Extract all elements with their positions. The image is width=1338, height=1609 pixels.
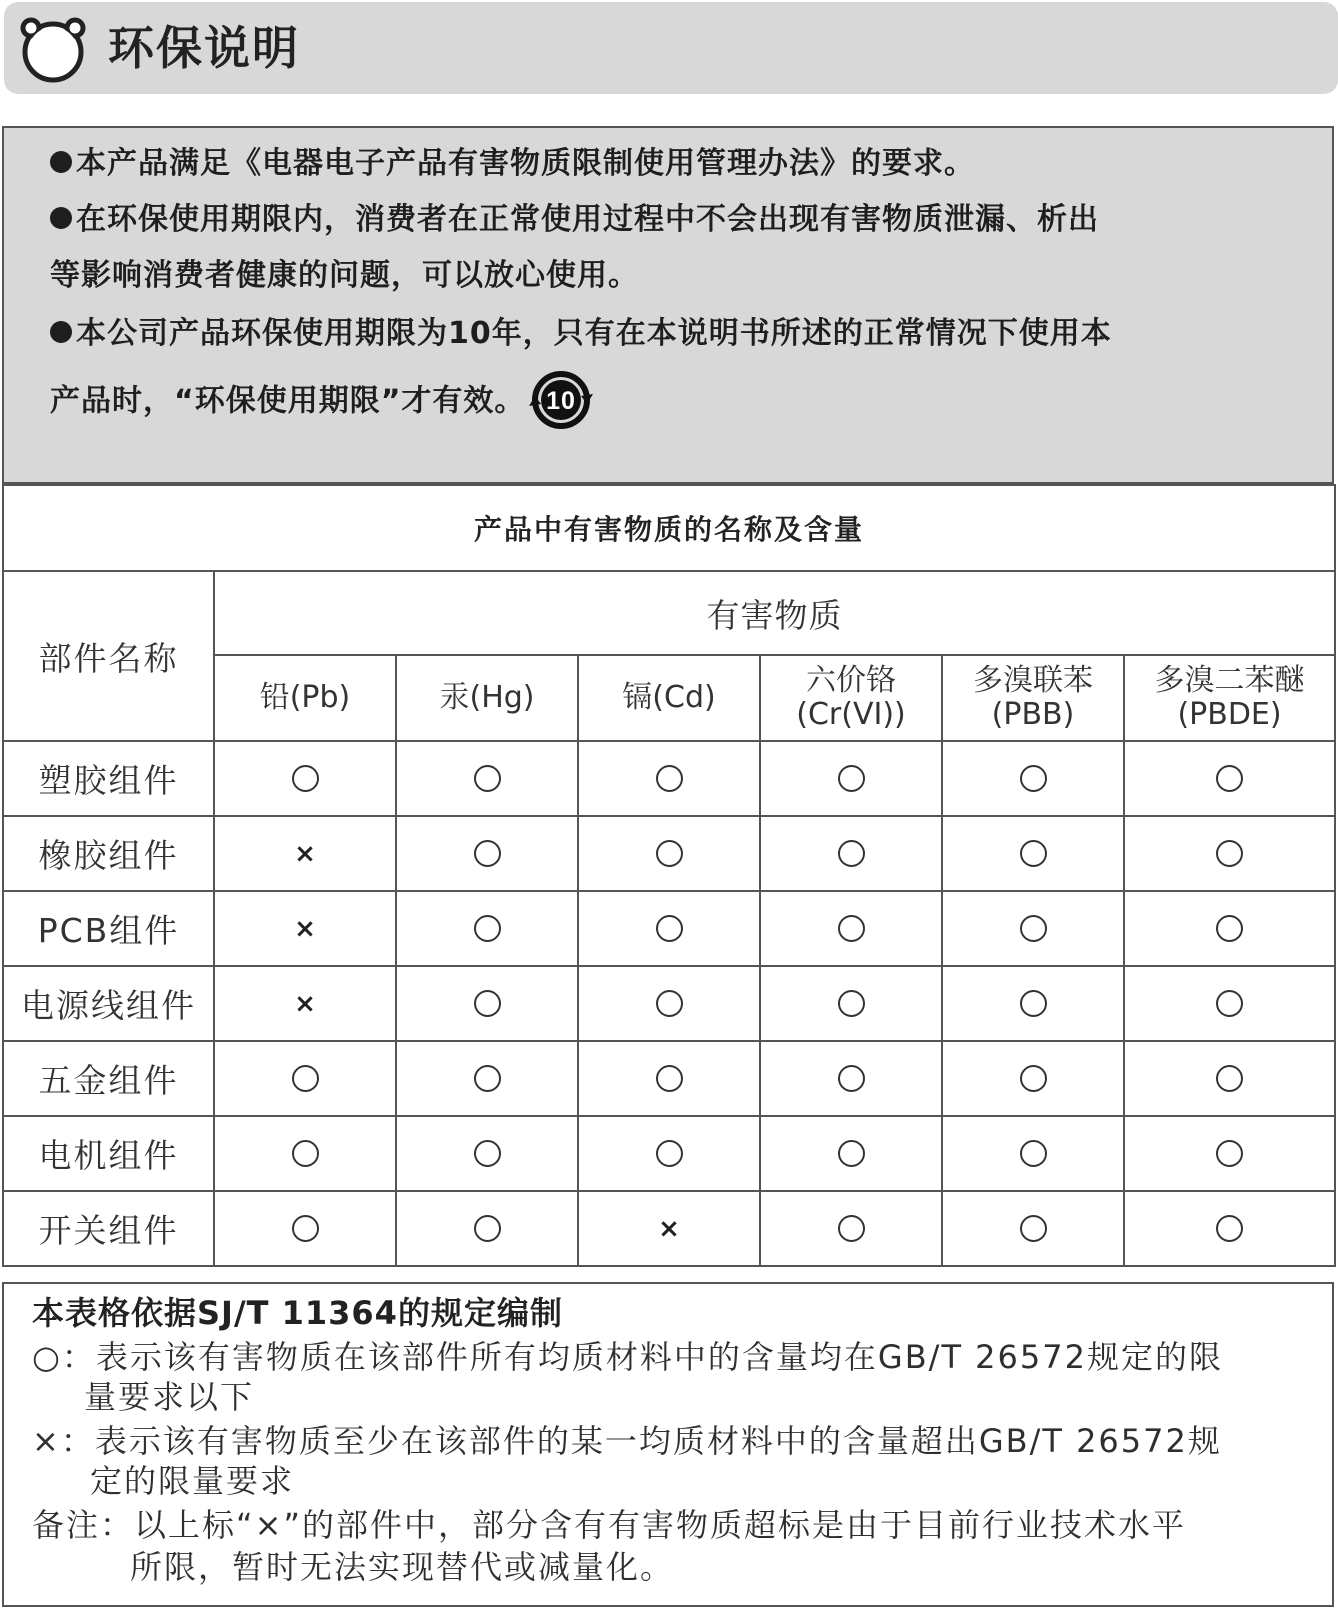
mark-cell — [942, 1191, 1124, 1266]
compliant-circle-icon — [292, 1065, 319, 1092]
mark-cell — [760, 966, 942, 1041]
mark-cell — [578, 1116, 760, 1191]
compliant-circle-icon — [1020, 1140, 1047, 1167]
part-name-cell: PCB组件 — [3, 891, 214, 966]
compliant-circle-icon — [474, 1215, 501, 1242]
note-o-line-2: 量要求以下 — [84, 1378, 255, 1416]
mark-cell — [396, 1191, 578, 1266]
notes-box — [2, 1282, 1334, 1607]
part-name-cell: 电机组件 — [3, 1116, 214, 1191]
mark-cell — [1124, 1116, 1335, 1191]
mark-cell — [214, 1191, 396, 1266]
exceeds-limit-mark: × — [294, 913, 316, 944]
compliant-circle-icon — [292, 1140, 319, 1167]
mark-cell — [1124, 966, 1335, 1041]
table-row — [3, 891, 1335, 966]
mark-cell — [214, 966, 396, 1041]
table-row — [3, 966, 1335, 1041]
hazardous-substance-header: 有害物质 — [214, 571, 1335, 655]
mark-cell — [578, 966, 760, 1041]
part-name-cell: 塑胶组件 — [3, 741, 214, 816]
note-x-line-2: 定的限量要求 — [90, 1462, 295, 1500]
mark-cell — [942, 1116, 1124, 1191]
compliant-circle-icon — [1216, 1140, 1243, 1167]
compliant-circle-icon — [656, 1065, 683, 1092]
table-row — [3, 741, 1335, 816]
compliant-circle-icon — [656, 1140, 683, 1167]
info-line-2: 在环保使用期限内，消费者在正常使用过程中不会出现有害物质泄漏、析出 — [50, 200, 1099, 240]
substance-symbol: (Cr(VI)) — [796, 697, 906, 732]
mark-cell — [214, 816, 396, 891]
mark-cell — [760, 1191, 942, 1266]
part-name-cell: 五金组件 — [3, 1041, 214, 1116]
compliant-circle-icon — [474, 840, 501, 867]
compliant-circle-icon — [292, 1215, 319, 1242]
mark-cell — [942, 966, 1124, 1041]
mark-cell — [942, 741, 1124, 816]
compliant-circle-icon — [1216, 1215, 1243, 1242]
mark-cell — [214, 1041, 396, 1116]
substance-name: 镉(Cd) — [622, 680, 716, 715]
mark-cell — [396, 966, 578, 1041]
compliant-circle-icon — [1216, 765, 1243, 792]
compliant-circle-icon — [838, 840, 865, 867]
compliant-circle-icon — [474, 1140, 501, 1167]
mark-cell — [396, 816, 578, 891]
compliant-circle-icon — [838, 1215, 865, 1242]
compliant-circle-icon — [474, 765, 501, 792]
compliant-circle-icon — [838, 765, 865, 792]
info-line-5: 产品时，“环保使用期限”才有效。 10 — [50, 368, 595, 436]
compliant-circle-icon — [474, 915, 501, 942]
info-line-3: 等影响消费者健康的问题，可以放心使用。 — [50, 258, 639, 293]
compliant-circle-icon — [656, 840, 683, 867]
environmental-protection-use-period-10-icon — [527, 366, 595, 434]
note-x-line-1: ×：表示该有害物质至少在该部件的某一均质材料中的含量超出GB/T 26572规 — [32, 1422, 1222, 1460]
mark-cell — [942, 891, 1124, 966]
compliant-circle-icon — [1020, 1065, 1047, 1092]
mark-cell — [396, 1116, 578, 1191]
compliant-circle-icon — [656, 915, 683, 942]
compliant-circle-icon — [474, 990, 501, 1017]
part-name-header: 部件名称 — [3, 571, 214, 741]
substance-name: 多溴联苯 — [973, 663, 1093, 698]
mark-cell — [760, 741, 942, 816]
remark-line-2: 所限，暂时无法实现替代或减量化。 — [130, 1548, 675, 1586]
mark-cell — [760, 1041, 942, 1116]
bear-face-outline-icon — [18, 14, 88, 84]
environmental-info-box — [2, 126, 1334, 484]
notes-title: 本表格依据SJ/T 11364的规定编制 — [32, 1294, 563, 1332]
exceeds-limit-mark: × — [294, 838, 316, 869]
bullet-icon — [50, 321, 72, 343]
mark-cell — [578, 816, 760, 891]
mark-cell — [1124, 741, 1335, 816]
compliant-circle-icon — [1020, 840, 1047, 867]
mark-cell — [1124, 1191, 1335, 1266]
table-row — [3, 1041, 1335, 1116]
compliant-circle-icon — [1020, 990, 1047, 1017]
mark-cell — [214, 741, 396, 816]
mark-cell — [760, 1116, 942, 1191]
info-line-4: 本公司产品环保使用期限为10年，只有在本说明书所述的正常情况下使用本 — [50, 314, 1112, 354]
compliant-circle-icon — [1216, 840, 1243, 867]
substance-column-header — [760, 655, 942, 741]
compliant-circle-icon — [838, 1140, 865, 1167]
mark-cell — [1124, 1041, 1335, 1116]
mark-cell — [1124, 816, 1335, 891]
compliant-circle-icon — [838, 990, 865, 1017]
info-line-1: 本产品满足《电器电子产品有害物质限制使用管理办法》的要求。 — [50, 144, 975, 184]
table-title: 产品中有害物质的名称及含量 — [3, 485, 1335, 571]
compliant-circle-icon — [1020, 1215, 1047, 1242]
table-body — [3, 741, 1335, 1266]
substance-column-header — [396, 655, 578, 741]
table-row — [3, 1191, 1335, 1266]
mark-cell — [760, 891, 942, 966]
mark-cell — [396, 1041, 578, 1116]
mark-cell — [396, 741, 578, 816]
bullet-icon — [50, 151, 72, 173]
compliant-circle-icon — [838, 1065, 865, 1092]
compliant-circle-icon — [656, 990, 683, 1017]
exceeds-limit-mark: × — [658, 1213, 680, 1244]
table-row — [3, 1116, 1335, 1191]
mark-cell — [578, 741, 760, 816]
remark-line-1: 备注：以上标“×”的部件中，部分含有有害物质超标是由于目前行业技术水平 — [32, 1506, 1186, 1544]
compliant-circle-icon — [1216, 1065, 1243, 1092]
compliant-circle-icon — [656, 765, 683, 792]
mark-cell — [578, 891, 760, 966]
part-name-cell: 开关组件 — [3, 1191, 214, 1266]
exceeds-limit-mark: × — [294, 988, 316, 1019]
substance-name: 铅(Pb) — [259, 680, 351, 715]
substance-symbol: (PBDE) — [1177, 697, 1282, 732]
compliant-circle-icon — [474, 1065, 501, 1092]
substance-symbol: (PBB) — [991, 697, 1075, 732]
substance-column-header — [1124, 655, 1335, 741]
note-o-line-1: ○：表示该有害物质在该部件所有均质材料中的含量均在GB/T 26572规定的限 — [32, 1338, 1223, 1376]
substance-column-header — [214, 655, 396, 741]
substance-column-header — [942, 655, 1124, 741]
compliant-circle-icon — [1020, 915, 1047, 942]
substance-name: 多溴二苯醚 — [1154, 663, 1305, 698]
mark-cell — [578, 1191, 760, 1266]
hazardous-substance-table — [2, 484, 1334, 1267]
epup-number: 10 — [546, 387, 577, 415]
compliant-circle-icon — [1216, 915, 1243, 942]
compliant-circle-icon — [1216, 990, 1243, 1017]
mark-cell — [1124, 891, 1335, 966]
compliant-circle-icon — [292, 765, 319, 792]
mark-cell — [214, 1116, 396, 1191]
bullet-icon — [50, 207, 72, 229]
substance-name: 六价铬 — [806, 663, 896, 698]
section-header — [4, 2, 1338, 94]
mark-cell — [214, 891, 396, 966]
substance-column-header — [578, 655, 760, 741]
substance-name: 汞(Hg) — [439, 680, 535, 715]
mark-cell — [942, 1041, 1124, 1116]
mark-cell — [396, 891, 578, 966]
mark-cell — [578, 1041, 760, 1116]
compliant-circle-icon — [838, 915, 865, 942]
page-title: 环保说明 — [108, 21, 300, 75]
part-name-cell: 电源线组件 — [3, 966, 214, 1041]
table-row — [3, 816, 1335, 891]
part-name-cell: 橡胶组件 — [3, 816, 214, 891]
compliant-circle-icon — [1020, 765, 1047, 792]
mark-cell — [760, 816, 942, 891]
mark-cell — [942, 816, 1124, 891]
